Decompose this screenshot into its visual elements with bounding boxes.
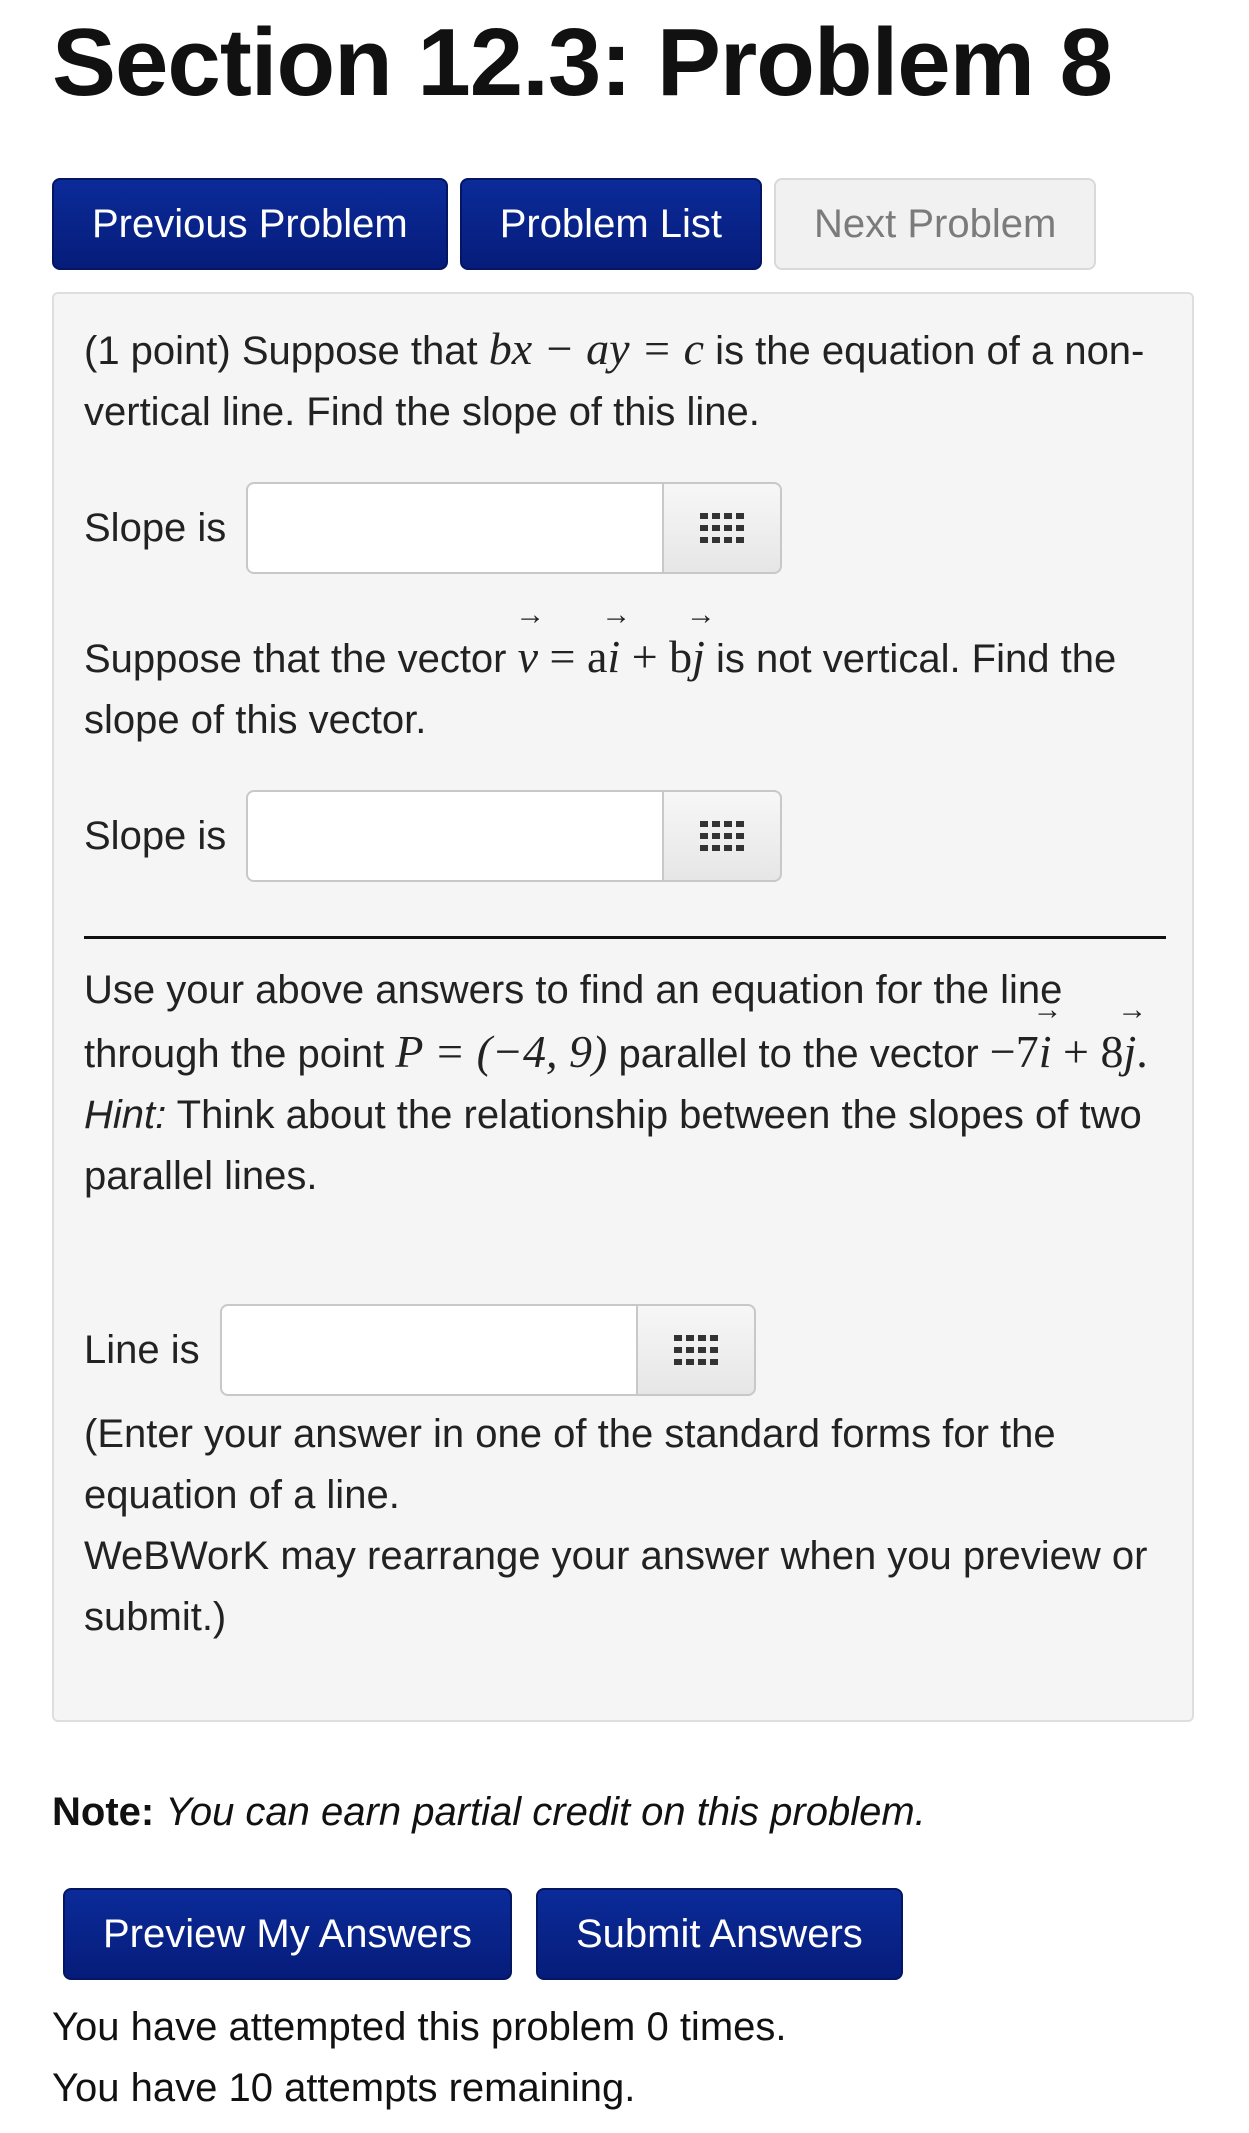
next-problem-button: Next Problem	[774, 178, 1096, 270]
grid-icon	[674, 1335, 718, 1365]
problem-part-1-text: (1 point) Suppose that bx − ay = c is the equation of a non-vertical line. Find the slope of this line.	[84, 323, 1145, 434]
problem-navigation	[52, 178, 1096, 270]
attempts-remaining: You have 10 attempts remaining.	[52, 2066, 636, 2110]
problem-panel	[52, 292, 1194, 1722]
equation-editor-button-2[interactable]	[662, 790, 782, 882]
note-text: You can earn partial credit on this problem.	[165, 1790, 926, 1834]
grid-icon	[700, 513, 744, 543]
submit-actions	[63, 1888, 903, 1980]
preview-answers-button[interactable]: Preview My Answers	[63, 1888, 512, 1980]
attempts-count: You have attempted this problem 0 times.	[52, 2005, 787, 2049]
equation-editor-button-1[interactable]	[662, 482, 782, 574]
point-math: P = (−4, 9)	[395, 1026, 608, 1077]
grid-icon	[700, 821, 744, 851]
line-equation-math: bx − ay = c	[488, 323, 705, 374]
note-label: Note:	[52, 1790, 155, 1834]
hint-label: Hint:	[84, 1093, 167, 1137]
answer-row-1	[84, 482, 782, 574]
answer-label-1: Slope is	[84, 505, 227, 550]
line-equation-input[interactable]	[220, 1304, 636, 1396]
direction-vector-math: −7→ i + 8→ j.	[990, 1026, 1148, 1077]
answer-label-3: Line is	[84, 1327, 200, 1372]
answer-group-3	[220, 1304, 756, 1396]
problem-part-2-text: Suppose that the vector → v = a→ i + b→ j is not vertical. Find the slope of this vector.	[84, 626, 1174, 751]
partial-credit-note	[52, 1790, 926, 1835]
slope-line-input[interactable]	[246, 482, 662, 574]
previous-problem-button[interactable]: Previous Problem	[52, 178, 448, 270]
problem-list-button[interactable]: Problem List	[460, 178, 762, 270]
problem-part-3-text: Use your above answers to find an equation for the line through the point P = (−4, 9) parallel to the vector −7→ i + 8→ j. Hint: Think about the relationship between the slopes of two parallel lines.	[84, 960, 1174, 1207]
answer-row-3	[84, 1304, 756, 1396]
equation-editor-button-3[interactable]	[636, 1304, 756, 1396]
answer-group-1	[246, 482, 782, 574]
answer-group-2	[246, 790, 782, 882]
section-divider	[84, 936, 1166, 939]
page-title: Section 12.3: Problem 8	[52, 9, 1113, 116]
vector-definition-math: → v = a→ i + b→ j	[518, 631, 705, 682]
hint-text: Think about the relationship between the slopes of two parallel lines.	[84, 1093, 1142, 1198]
submit-answers-button[interactable]: Submit Answers	[536, 1888, 903, 1980]
answer-row-2	[84, 790, 782, 882]
answer-label-2: Slope is	[84, 813, 227, 858]
slope-vector-input[interactable]	[246, 790, 662, 882]
answer-instructions: (Enter your answer in one of the standard forms for the equation of a line. WeBWorK may rearrange your answer when you preview or submit.)	[84, 1412, 1148, 1639]
